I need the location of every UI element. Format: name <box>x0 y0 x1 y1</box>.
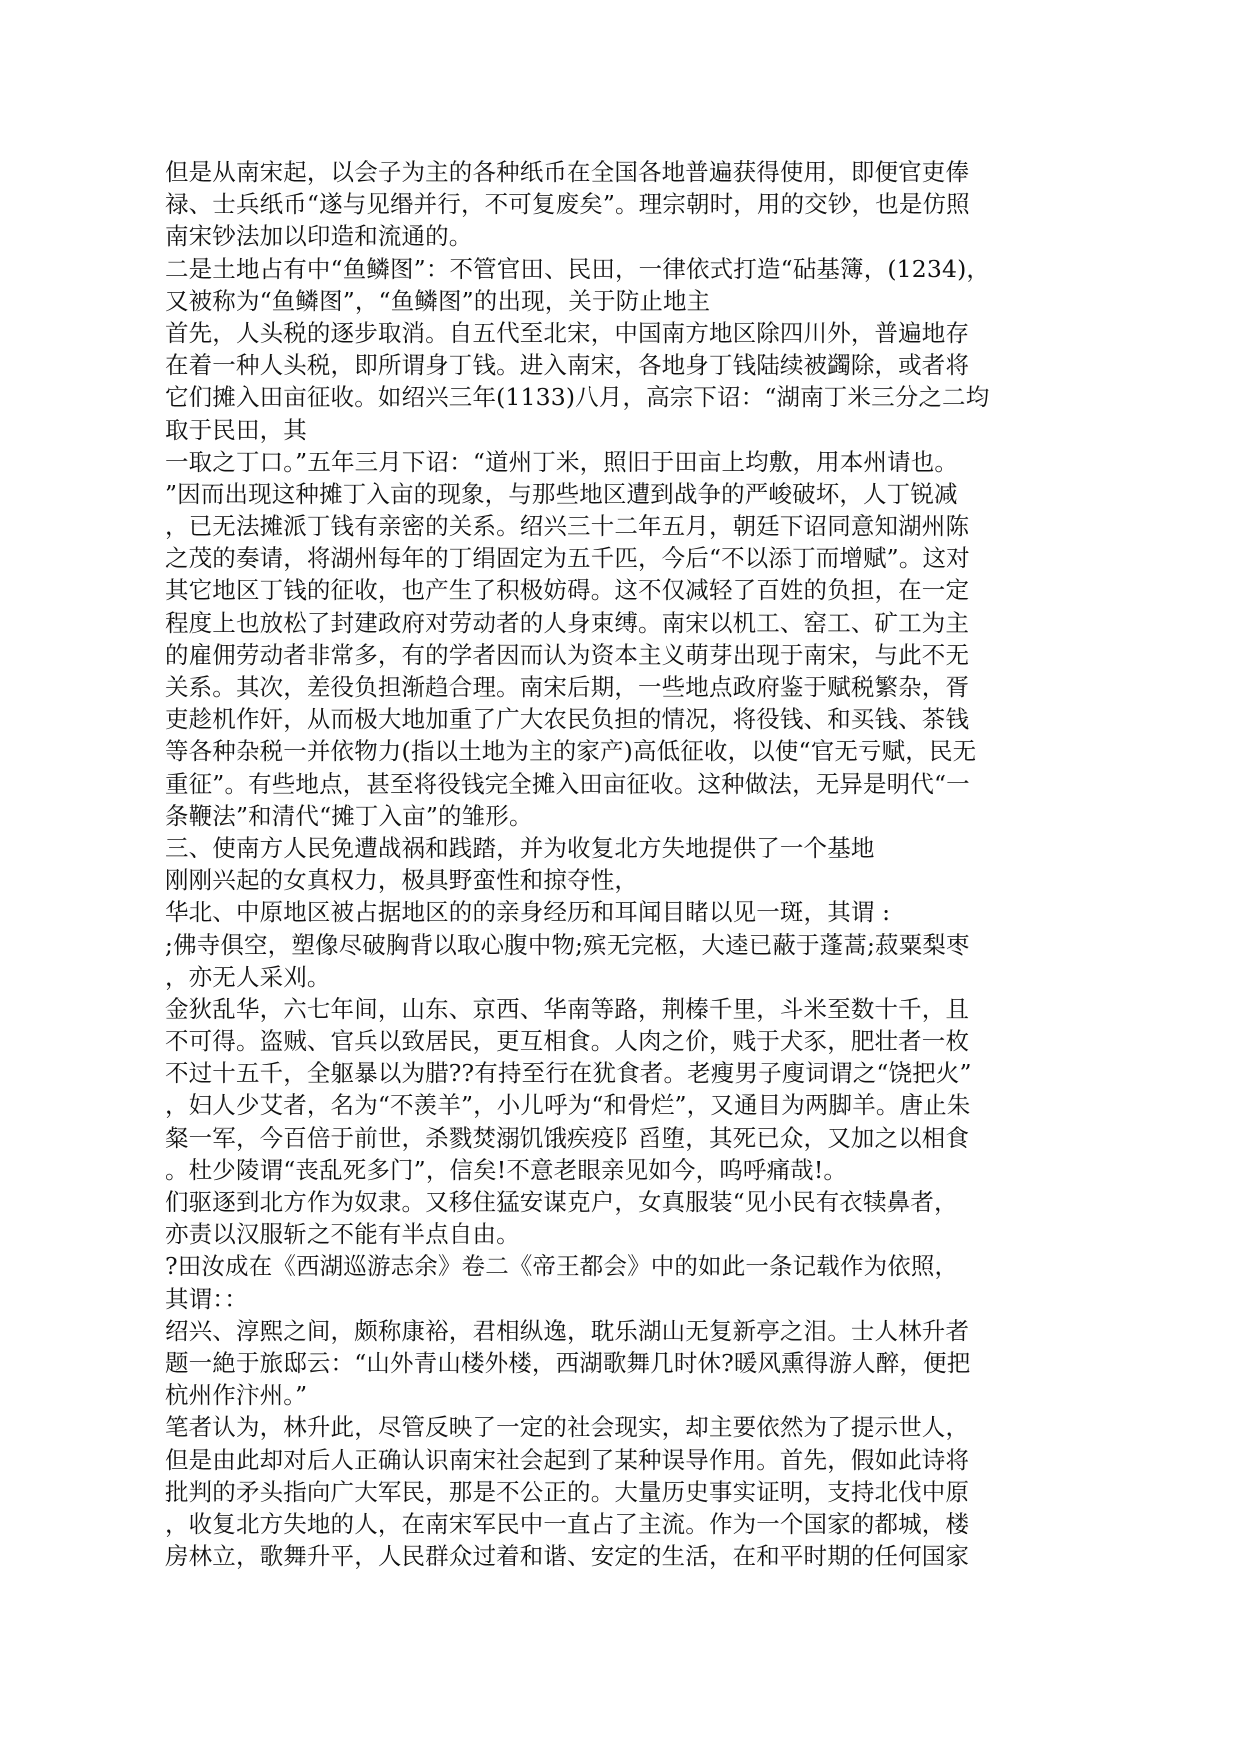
text-line: 。杜少陵谓“丧乱死多门”，信矣!不意老眼亲见如今，呜呼痛哉!。 <box>165 1155 848 1184</box>
text-line: 等各种杂税一并依物力(指以土地为主的家产)高低征收，以使“官无亏赋，民无 <box>165 737 977 766</box>
text-line: 不过十五千，全躯暴以为腊??有持至行在犹食者。老瘦男子廋词谓之“饶把火” <box>165 1059 972 1088</box>
text-line: 条鞭法”和清代“摊丁入亩”的雏形。 <box>165 801 533 830</box>
text-line: 南宋钞法加以印造和流通的。 <box>165 222 473 251</box>
text-line: 它们摊入田亩征收。如绍兴三年(1133)八月，高宗下诏：“湖南丁米三分之二均 <box>165 383 990 412</box>
text-line: 批判的矛头指向广大军民，那是不公正的。大量历史事实证明，支持北伐中原 <box>165 1477 970 1506</box>
text-line: 禄、士兵纸币“遂与见缗并行，不可复废矣”。理宗朝时，用的交钞，也是仿照 <box>165 190 970 219</box>
text-line: 吏趁机作奸，从而极大地加重了广大农民负担的情况，将役钱、和买钱、茶钱 <box>165 705 970 734</box>
text-line: ，已无法摊派丁钱有亲密的关系。绍兴三十二年五月，朝廷下诏同意知湖州陈 <box>165 512 970 541</box>
text-line: ?田汝成在《西湖巡游志余》卷二《帝王都会》中的如此一条记载作为依照， <box>165 1252 959 1281</box>
text-line: 在着一种人头税，即所谓身丁钱。进入南宋，各地身丁钱陆续被蠲除，或者将 <box>165 351 970 380</box>
text-line: 的雇佣劳动者非常多，有的学者因而认为资本主义萌芽出现于南宋，与此不无 <box>165 640 970 669</box>
text-line: 一取之丁口。”五年三月下诏：“道州丁米，照旧于田亩上均敷，用本州请也。 <box>165 447 959 476</box>
text-line: 又被称为“鱼鳞图”，“鱼鳞图”的出现，关于防止地主 <box>165 286 711 315</box>
text-line: 亦责以汉服斩之不能有半点自由。 <box>165 1220 520 1249</box>
text-line: ”因而出现这种摊丁入亩的现象，与那些地区遭到战争的严峻破坏，人丁锐减 <box>165 479 958 508</box>
text-line: 房林立，歌舞升平，人民群众过着和谐、安定的生活，在和平时期的任何国家 <box>165 1542 970 1571</box>
text-line: ，收复北方失地的人，在南宋军民中一直占了主流。作为一个国家的都城，楼 <box>165 1509 970 1538</box>
text-line: 其谓：： <box>165 1284 248 1313</box>
text-line: 绍兴、淳熙之间，颇称康裕，君相纵逸，耽乐湖山无复新亭之泪。士人林升者 <box>165 1316 970 1345</box>
text-line: ，妇人少艾者，名为“不羡羊”，小儿呼为“和骨烂”，又通目为两脚羊。唐止朱 <box>165 1091 971 1120</box>
text-line: 但是由此却对后人正确认识南宋社会起到了某种误导作用。首先，假如此诗将 <box>165 1445 970 1474</box>
text-line: 题一絶于旅邸云：“山外青山楼外楼，西湖歌舞几时休?暖风熏得游人醉，便把 <box>165 1348 971 1377</box>
text-line: 笔者认为，林升此，尽管反映了一定的社会现实，却主要依然为了提示世人， <box>165 1413 970 1442</box>
text-line: 粲一军，今百倍于前世，杀戮焚溺饥饿疾疫阝舀堕，其死已众，又加之以相食 <box>165 1123 970 1152</box>
text-line: 取于民田，其 <box>165 415 307 444</box>
text-line: 二是土地占有中“鱼鳞图”：不管官田、民田，一律依式打造“砧基簿，(1234)， <box>165 254 991 283</box>
text-line: 刚刚兴起的女真权力，极具野蛮性和掠夺性， <box>165 866 638 895</box>
text-line: 但是从南宋起，以会子为主的各种纸币在全国各地普遍获得使用，即便官吏俸 <box>165 158 970 186</box>
text-line: 其它地区丁钱的征收，也产生了积极妨碍。这不仅减轻了百姓的负担，在一定 <box>165 576 970 605</box>
text-line: 关系。其次，差役负担渐趋合理。南宋后期，一些地点政府鉴于赋税繁杂，胥 <box>165 673 970 701</box>
body-text <box>165 156 1065 1572</box>
text-line: 华北、中原地区被占据地区的的亲身经历和耳闻目睹以见一斑，其谓 : <box>165 898 891 927</box>
text-line: 不可得。盗贼、官兵以致居民，更互相食。人肉之价，贱于犬豕，肥壮者一枚 <box>165 1027 970 1056</box>
text-line: ;佛寺俱空，塑像尽破胸背以取心腹中物;殡无完柩，大逵已蔽于蓬蒿;菽粟梨枣 <box>165 930 970 959</box>
text-line: 杭州作汴州。” <box>165 1381 308 1410</box>
text-line: 三、使南方人民免遭战祸和践踏，并为收复北方失地提供了一个基地 <box>165 833 875 862</box>
text-line: 重征”。有些地点，甚至将役钱完全摊入田亩征收。这种做法，无异是明代“一 <box>165 769 970 798</box>
text-line: 程度上也放松了封建政府对劳动者的人身束缚。南宋以机工、窑工、矿工为主 <box>165 608 970 637</box>
text-line: 们驱逐到北方作为奴隶。又移住猛安谋克户，女真服装“见小民有衣犊鼻者， <box>165 1188 958 1216</box>
text-line: 之茂的奏请，将湖州每年的丁绢固定为五千匹，今后“不以添丁而增赋”。这对 <box>165 544 970 573</box>
text-line: 首先，人头税的逐步取消。自五代至北宋，中国南方地区除四川外，普遍地存 <box>165 318 970 347</box>
text-line: 金狄乱华，六七年间，山东、京西、华南等路，荆榛千里，斗米至数十千，且 <box>165 994 970 1023</box>
text-line: ，亦无人采刈。 <box>165 962 331 991</box>
